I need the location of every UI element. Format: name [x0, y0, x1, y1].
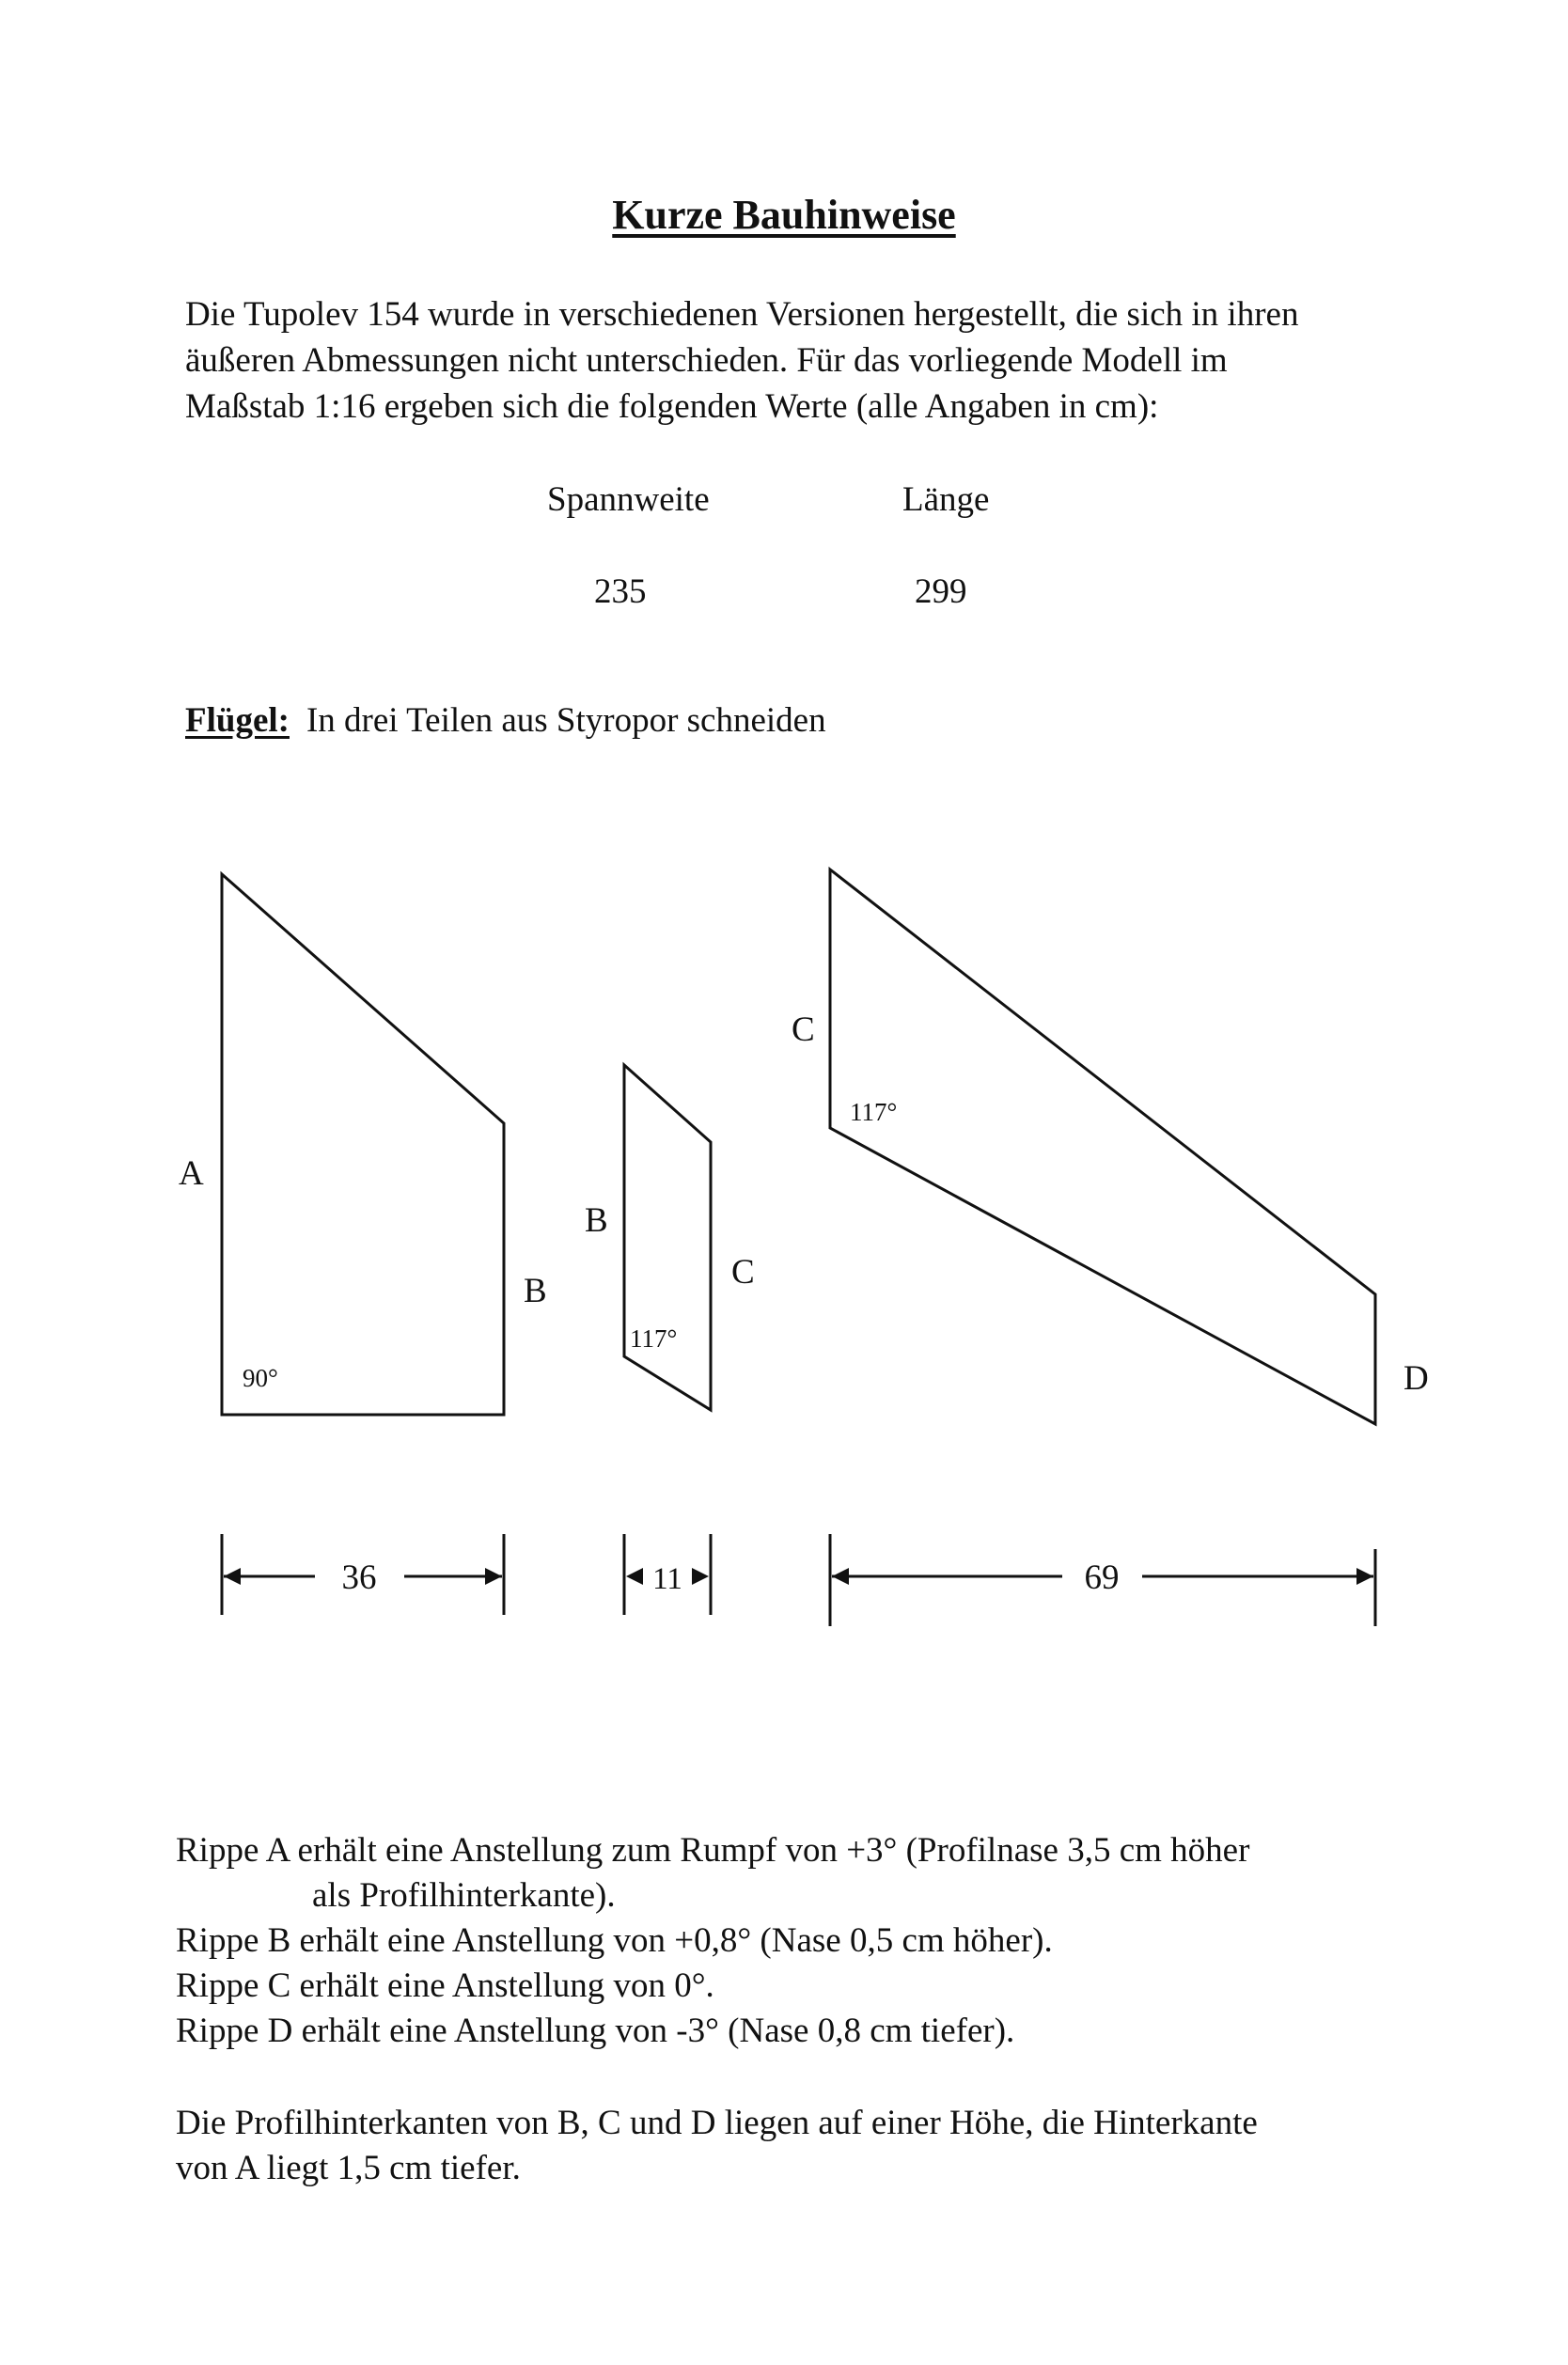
note-line: Rippe D erhält eine Anstellung von -3° (Nase 0,8 cm tiefer). [176, 2012, 1015, 2050]
note-line: Rippe C erhält eine Anstellung von 0°. [176, 1966, 714, 2005]
page-title: Kurze Bauhinweise [612, 192, 956, 238]
span-label: Spannweite [547, 480, 710, 519]
wing-part-1-outline [222, 874, 504, 1415]
note-line: als Profilhinterkante). [312, 1876, 616, 1915]
part-3-width-value: 69 [1084, 1558, 1120, 1597]
note-line: Rippe B erhält eine Anstellung von +0,8° (Nase 0,5 cm höher). [176, 1921, 1053, 1960]
part-3-left-edge-label: C [792, 1010, 815, 1049]
span-value: 235 [594, 572, 647, 611]
part-1-angle-label: 90° [243, 1364, 278, 1392]
trailing-edge-note [176, 2101, 1511, 2191]
wing-section-text: In drei Teilen aus Styropor schneiden [306, 701, 826, 740]
part-2-left-edge-label: B [585, 1201, 608, 1240]
part-1-left-edge-label: A [179, 1154, 204, 1193]
final-line: von A liegt 1,5 cm tiefer. [176, 2149, 521, 2187]
length-value: 299 [915, 572, 967, 611]
rib-notes [176, 1828, 1511, 2054]
wing-part-3-outline [830, 869, 1375, 1424]
final-line: Die Profilhinterkanten von B, C und D liegen auf einer Höhe, die Hinterkante [176, 2104, 1258, 2142]
wing-section-label: Flügel: [185, 701, 290, 740]
part-1-width-value: 36 [341, 1558, 377, 1597]
part-3-angle-label: 117° [850, 1098, 898, 1126]
part-2-angle-label: 117° [630, 1324, 678, 1353]
intro-line: Maßstab 1:16 ergeben sich die folgenden Werte (alle Angaben in cm): [185, 387, 1159, 426]
part-2-right-edge-label: C [731, 1253, 755, 1292]
part-1-right-edge-label: B [524, 1272, 547, 1310]
intro-line: äußeren Abmessungen nicht unterschieden. Für das vorliegende Modell im [185, 341, 1228, 380]
length-label: Länge [902, 480, 990, 519]
note-line: Rippe A erhält eine Anstellung zum Rumpf von +3° (Profilnase 3,5 cm höher [176, 1831, 1250, 1870]
part-2-width-value: 11 [652, 1562, 682, 1596]
part-3-right-edge-label: D [1403, 1359, 1429, 1398]
intro-line: Die Tupolev 154 wurde in verschiedenen Versionen hergestellt, die sich in ihren [185, 295, 1299, 334]
wing-part-2-outline [624, 1065, 711, 1410]
